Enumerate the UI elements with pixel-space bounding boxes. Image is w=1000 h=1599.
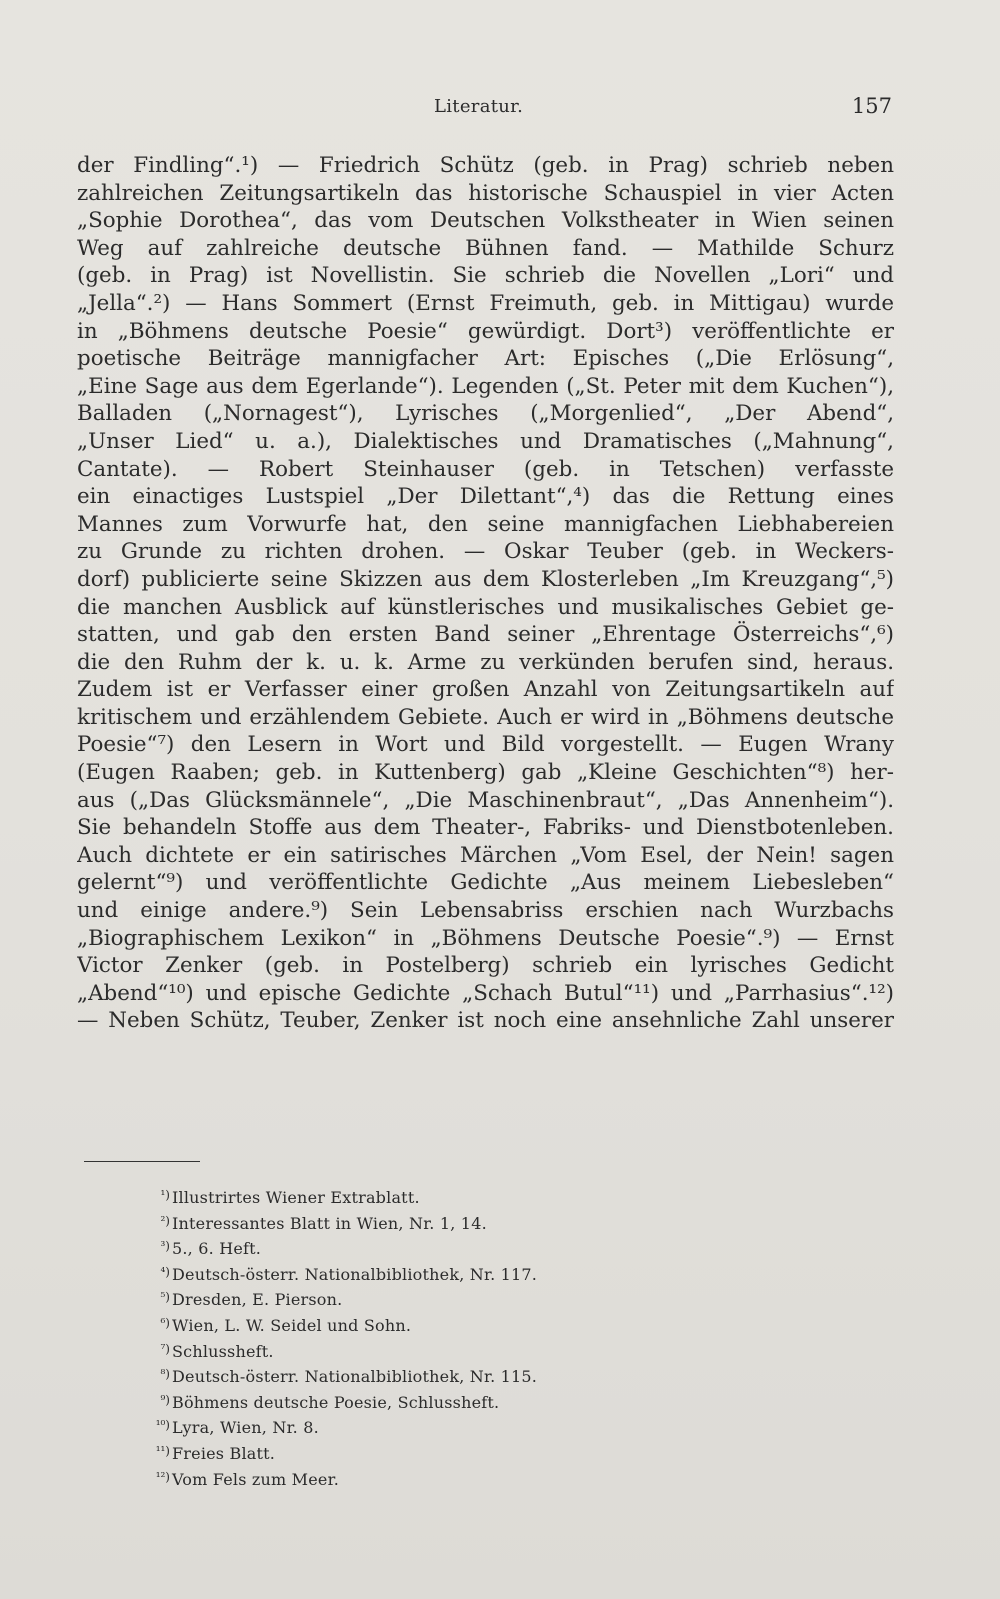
footnote-text: Illustrirtes Wiener Extrablatt. <box>172 1188 420 1207</box>
footnote <box>148 1362 668 1388</box>
text-line: in „Böhmens deutsche Poesie“ gewürdigt. Dort³) veröffentlichte er <box>77 318 894 344</box>
footnote <box>148 1209 668 1235</box>
footnote-text: Vom Fels zum Meer. <box>172 1469 339 1489</box>
text-line: statten, und gab den ersten Band seiner „Ehrentage Österreichs“,⁶) <box>77 622 894 648</box>
text-line: Zudem ist er Verfasser einer großen Anzahl von Zeitungsartikeln auf <box>77 677 894 703</box>
footnote-text: Schlussheft. <box>172 1341 274 1361</box>
footnote <box>148 1413 668 1439</box>
running-head: Literatur. <box>434 96 524 117</box>
text-line: gelernt“⁹) und veröffentlichte Gedichte „Aus meinem Liebesleben“ <box>77 870 894 896</box>
footnote-text: Freies Blatt. <box>172 1443 276 1463</box>
text-line: Victor Zenker (geb. in Postelberg) schrieb ein lyrisches Gedicht <box>77 953 894 979</box>
text-line: ein einactiges Lustspiel „Der Dilettant“,⁴) das die Rettung eines <box>77 484 894 510</box>
footnote-mark: ⁶) <box>160 1315 170 1330</box>
footnote-mark: ⁵) <box>160 1290 170 1305</box>
text-line: „Biographischem Lexikon“ in „Böhmens Deutsche Poesie“.⁹) — Ernst <box>77 925 894 951</box>
footnote-mark: ⁸) <box>160 1367 170 1382</box>
footnote-mark: ⁴) <box>160 1264 170 1279</box>
footnote-text: Deutsch-österr. Nationalbibliothek, Nr. 115. <box>172 1367 538 1387</box>
text-line: die den Ruhm der k. u. k. Arme zu verkünden berufen sind, heraus. <box>77 649 894 675</box>
footnote <box>148 1260 668 1286</box>
footnote-text: Wien, L. W. Seidel und Sohn. <box>172 1315 412 1335</box>
text-line: — Neben Schütz, Teuber, Zenker ist noch eine ansehnliche Zahl unserer <box>77 1008 894 1034</box>
text-line: Weg auf zahlreiche deutsche Bühnen fand. — Mathilde Schurz <box>77 235 894 261</box>
text-line: Mannes zum Vorwurfe hat, den seine mannigfachen Liebhabereien <box>77 511 894 537</box>
text-line: und einige andere.⁹) Sein Lebensabriss erschien nach Wurzbachs <box>77 898 894 924</box>
text-line: „Sophie Dorothea“, das vom Deutschen Volkstheater in Wien seinen <box>77 208 894 234</box>
footnote <box>148 1311 668 1337</box>
text-line: die manchen Ausblick auf künstlerisches und musikalisches Gebiet ge- <box>77 594 894 620</box>
footnote-text: Deutsch-österr. Nationalbibliothek, Nr. 117. <box>172 1264 538 1284</box>
footnote-mark: ¹¹) <box>155 1443 170 1458</box>
footnote-text: 5., 6. Heft. <box>172 1239 262 1259</box>
text-line: „Jella“.²) — Hans Sommert (Ernst Freimuth, geb. in Mittigau) wurde <box>77 290 894 316</box>
body-text <box>77 152 894 1035</box>
text-line: zahlreichen Zeitungsartikeln das historische Schauspiel in vier Acten <box>77 180 894 206</box>
footnote-text: Interessantes Blatt in Wien, Nr. 1, 14. <box>172 1213 487 1233</box>
text-line: zu Grunde zu richten drohen. — Oskar Teuber (geb. in Weckers- <box>77 539 894 565</box>
footnote-mark: ⁷) <box>160 1341 170 1356</box>
footnote-rule <box>84 1161 200 1162</box>
footnote-mark: ³) <box>160 1239 170 1254</box>
page-number: 157 <box>851 94 892 118</box>
text-line: Cantate). — Robert Steinhauser (geb. in Tetschen) verfasste <box>77 456 894 482</box>
footnote-mark: ¹⁰) <box>155 1418 170 1433</box>
text-line: kritischem und erzählendem Gebiete. Auch er wird in „Böhmens deutsche <box>77 704 894 730</box>
text-line: Sie behandeln Stoffe aus dem Theater-, Fabriks- und Dienstbotenleben. <box>77 815 894 841</box>
text-line: „Unser Lied“ u. a.), Dialektisches und Dramatisches („Mahnung“, <box>77 428 894 454</box>
footnote <box>148 1183 668 1209</box>
text-line: Poesie“⁷) den Lesern in Wort und Bild vorgestellt. — Eugen Wrany <box>77 732 894 758</box>
footnote <box>148 1465 668 1491</box>
footnotes <box>148 1183 668 1490</box>
text-line: dorf) publicierte seine Skizzen aus dem Klosterleben „Im Kreuzgang“,⁵) <box>77 566 894 592</box>
text-line: aus („Das Glücksmännele“, „Die Maschinenbraut“, „Das Annenheim“). <box>77 787 894 813</box>
footnote <box>148 1337 668 1363</box>
footnote <box>148 1234 668 1260</box>
footnote-mark: ²) <box>160 1213 170 1228</box>
footnote <box>148 1439 668 1465</box>
page-header <box>77 96 892 126</box>
footnote <box>148 1285 668 1311</box>
text-line: „Abend“¹⁰) und epische Gedichte „Schach Butul“¹¹) und „Parrhasius“.¹²) <box>77 980 894 1006</box>
footnote-text: Lyra, Wien, Nr. 8. <box>172 1418 319 1438</box>
footnote <box>148 1388 668 1414</box>
text-line: der Findling“.¹) — Friedrich Schütz (geb. in Prag) schrieb neben <box>77 153 894 178</box>
footnote-mark: ¹²) <box>155 1469 170 1484</box>
text-line: poetische Beiträge mannigfacher Art: Episches („Die Erlösung“, <box>77 346 894 372</box>
text-line: Auch dichtete er ein satirisches Märchen „Vom Esel, der Nein! sagen <box>77 842 894 868</box>
footnote-text: Dresden, E. Pierson. <box>172 1290 343 1310</box>
footnote-mark: ⁹) <box>160 1392 170 1407</box>
text-line: (Eugen Raaben; geb. in Kuttenberg) gab „Kleine Geschichten“⁸) her- <box>77 760 894 786</box>
text-line: „Eine Sage aus dem Egerlande“). Legenden („St. Peter mit dem Kuchen“), <box>77 373 894 399</box>
footnote-mark: ¹) <box>160 1188 170 1202</box>
footnote-text: Böhmens deutsche Poesie, Schlussheft. <box>172 1392 500 1412</box>
text-line: (geb. in Prag) ist Novellistin. Sie schrieb die Novellen „Lori“ und <box>77 263 894 289</box>
text-line: Balladen („Nornagest“), Lyrisches („Morgenlied“, „Der Abend“, <box>77 401 894 427</box>
